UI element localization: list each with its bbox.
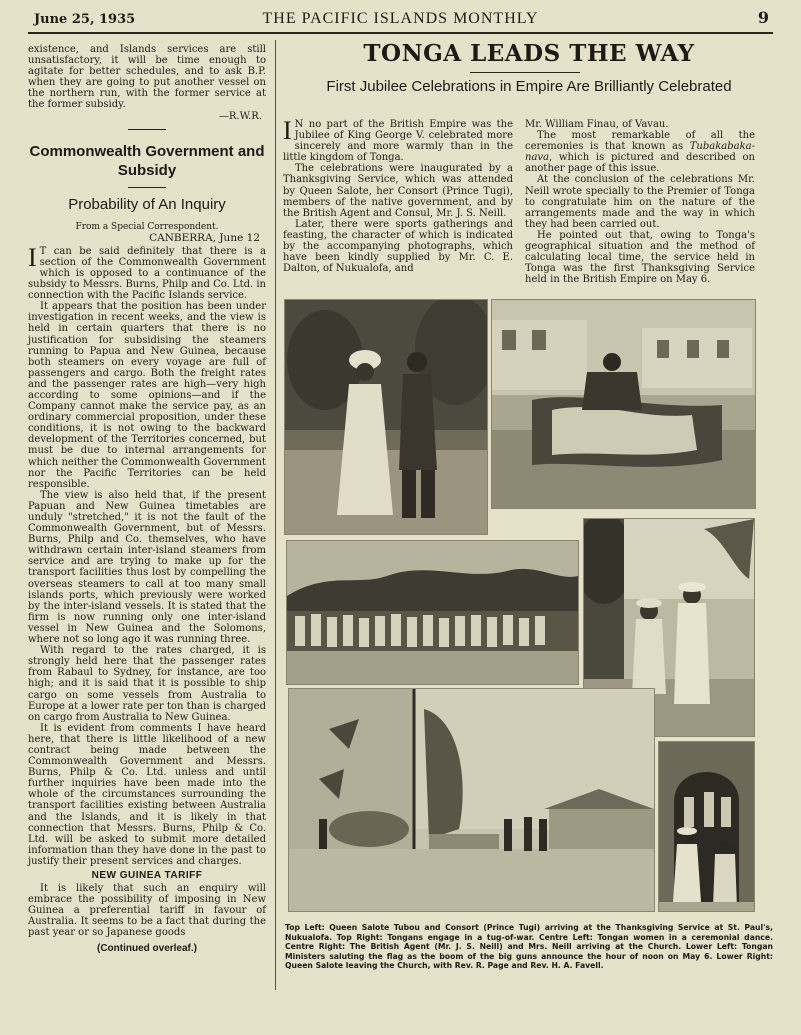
headline-rule [470,72,580,73]
article-paragraph: I N no part of the British Empire was the Jubilee of King George V. celebrated more sincerely and more warmly than in the little kingdom of Tonga. [283,116,513,164]
article-paragraph: The most remarkable of all the ceremonies is that known as Tubakabaka-nava, which is pictured and described on another page of this issue. [525,130,755,175]
page-header [28,8,773,32]
byline: From a Special Correspondent. [75,221,219,232]
issue-date: June 25, 1935 [34,12,136,27]
article-paragraph: Later, there were sports gatherings and feasting, the character of which is indicated by the accompanying photographs, which have been kindly supplied by Mr. C. E. Dalton, of Nukualofa, and [283,218,513,275]
section-heading: NEW GUINEA TARIFF [91,870,203,881]
tonga-subheadline: First Jubilee Celebrations in Empire Are Brilliantly Celebrated [326,78,732,95]
article-paragraph: I T can be said definitely that there is a section of the Commonwealth Government which is opposed to a continuance of the subsidy to Messrs. Burns, Philp and Co. Ltd. in connection with the Pacific Islands service. [28,242,266,302]
article-paragraph: Mr. William Finau, of Vavau. [525,119,669,130]
page-number: 9 [757,8,769,27]
article-paragraph: At the conclusion of the celebrations Mr. Neill wrote specially to the Premier of Tonga to congratulate him on the nature of the arrangements made and the way in which they had been carried out. [525,174,755,230]
dateline: CANBERRA, June 12 [149,231,260,244]
publication-title: THE PACIFIC ISLANDS MONTHLY [262,10,539,27]
article-paragraph: With regard to the rates charged, it is strongly held here that the passenger rates from Rabaul to Sydney, for instance, are too high; and it is said that it is possible to ship cargo on some vessels from Australia to Europe at a lower rate per ton than is charged on cargo from Australia to New Guinea. [28,645,266,723]
column-divider [275,40,276,990]
article-paragraph: It is likely that such an enquiry will embrace the possibility of imposing in New Guinea a preferential tariff in favour of Australia. It seems to be a fact that during the past year or so Japanese goods [28,883,266,939]
commonwealth-subheadline: Probability of An Inquiry [68,195,226,213]
photo-caption: Top Left: Queen Salote Tubou and Consort (Prince Tugi) arriving at the Thanksgiving Service at St. Paul's, Nukualofa. Top Right: Tongans engage in a tug-of-war. Centre Left: Tongan women in a ceremonial dance. Centre Right: The British Agent (Mr. J. S. Neill) and Mrs. Neill arriving at the Church. Lower Left: Tongan Ministers saluting the flag as the boom of the big guns announce the hour of noon on May 6. Lower Right: Queen Salote leaving the Church, with Rev. R. Page and Rev. H. A. Favell. [285,923,773,971]
commonwealth-headline: Commonwealth Government and Subsidy [29,142,265,179]
article-signature: —R.W.R. [218,110,262,122]
drop-cap: I [28,242,37,272]
tonga-column-right [525,119,755,285]
photo-queen-leaving-church [658,741,755,912]
photo-ceremonial-dance [286,540,579,685]
tonga-column-left [283,116,513,275]
photo-ministers-saluting-flag [288,688,655,912]
article-paragraph: He pointed out that, owing to Tonga's geographical situation and the method of calculating local time, the service held in Tonga was the first Thanksgiving Service held in the British Empire on May 6. [525,229,755,286]
left-column [28,44,266,954]
drop-cap: I [283,116,292,145]
article-paragraph: It is evident from comments I have heard here, that there is little likelihood of a new contract being made between the Commonwealth Government and Messrs. Burns, Philp & Co. Ltd. unless and until further inquiries have been made into the whole of the circumstances surrounding the transport facilities existing between Australia and the Islands, and it is likely in that connection that Messrs. Burns, Philp & Co. Ltd. will be asked to submit more detailed information than they have done in the past to justify their present services and charges. [28,722,266,867]
continued-note: (Continued overleaf.) [96,942,197,954]
photo-queen-and-consort [284,299,488,535]
tonga-headline: TONGA LEADS THE WAY [363,40,695,67]
photo-tug-of-war [491,299,756,509]
article-paragraph: It appears that the position has been under investigation in recent weeks, and the view is held in certain quarters that there is no justification for subsidising the steamers running to Papua and New Guinea, because both steamers on every voyage are full of passengers and cargo. Both the freight rates and the passenger rates are high—very high according to some opinions—and if the Company cannot make the service pay, as an ordinary commercial proposition, under these conditions, it is not owing to the backward development of the Territories concerned, but must be due to internal arrangements for which neither the Commonwealth Government nor the Pacific Territories can be held responsible. [28,301,266,490]
section-rule [128,129,166,130]
previous-article-tail: existence, and Islands services are still unsatisfactory, it will be time enough to agitate for better schedules, and to ask B.P. when they are going to put another vessel on the northern run, with the former service at the former subsidy. [28,44,266,111]
header-rule [28,32,773,34]
headline-rule [128,187,166,188]
article-paragraph: The celebrations were inaugurated by a Thanksgiving Service, which was attended by Queen Salote, her Consort (Prince Tugi), members of the native government, and by the British Agent and Consul, Mr. J. S. Neill. [283,163,513,219]
article-paragraph: The view is also held that, if the present Papuan and New Guinea timetables are unduly "stretched," it is not the fault of the Commonwealth Government, but of Messrs. Burns, Philp and Co. themselves, who have withdrawn certain inter-island steamers from service and are trying to make up for the transport facilities thus lost by compelling the overseas steamers to call at too many small islands ports, which previously were worked by the inter-island vessels. It is stated that the firm is now running only one inter-island vessel in New Guinea and the Solomons, where not so long ago it was running three. [28,489,266,646]
